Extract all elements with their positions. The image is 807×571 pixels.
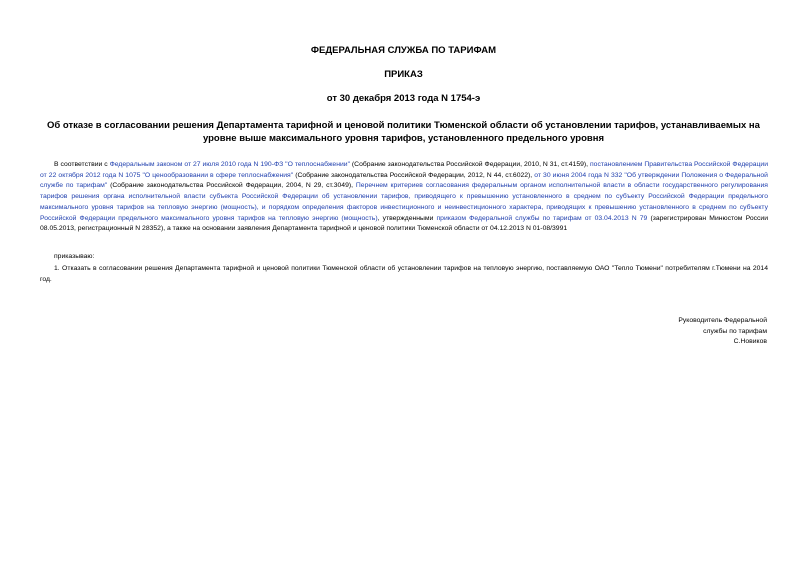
preamble-paragraph — [40, 160, 768, 235]
document-title: Об отказе в согласовании решения Департамента тарифной и ценовой политики Тюменской области об установлении тарифов, устанавливаемых на уровне выше максимального уровня тарифов, установленного предельного уровня — [47, 120, 760, 144]
link-government-decree-1075[interactable]: постановлением Правительства Российской Федерации от 22 октября 2012 года N 1075 "О ценообразовании в сфере теплоснабжения" — [40, 161, 769, 179]
signature-name: С.Новиков — [733, 338, 767, 346]
link-fst-order-79[interactable]: приказом Федеральной службы по тарифам от 03.04.2013 N 79 — [436, 214, 648, 222]
preamble-text: , утвержденными — [377, 214, 437, 222]
preamble-text: В соответствии с — [54, 161, 110, 168]
signature-position: Руководитель Федеральной — [678, 317, 767, 324]
issuing-organization: ФЕДЕРАЛЬНАЯ СЛУЖБА ПО ТАРИФАМ — [310, 45, 497, 56]
link-federal-law-190fz[interactable]: Федеральным законом от 27 июля 2010 года N 190-ФЗ "О теплоснабжении" — [109, 161, 350, 168]
preamble-text: (зарегистрирован Минюстом России 08.05.2013, регистрационный N 28352), а также на основании заявления Департамента тарифной и ценовой политики Тюменской области от 04.12.2013 N 01-08/3991 — [40, 214, 768, 233]
signature-block — [678, 316, 767, 348]
preamble-text: (Собрание законодательства Российской Федерации, 2010, N 31, ст.4159), — [349, 161, 590, 168]
link-criteria-list[interactable]: Перечнем критериев согласования федеральным органом исполнительной власти в области государственного регулирования тарифов решения органа исполнительной власти субъекта Российской Федерации об установлении тарифов, приводящего к превышению установленного в среднем по субъекту Российской Федерации предельного максимального уровня тарифов на тепловую энергию (мощность), и порядком определения факторов инвестиционного и неинвестиционного характера, приводящих к превышению установленного в среднем по субъекту Российской Федерации предельного максимального уровня тарифов на тепловую энергию (мощность) — [40, 182, 768, 222]
order-item-1: 1. Отказать в согласовании решения Департамента тарифной и ценовой политики Тюменской области об установлении тарифов на тепловую энергию, поставляемую ОАО "Тепло Тюмени" потребителям г.Тюмени на 2014 год. — [40, 265, 768, 283]
preamble-text: (Собрание законодательства Российской Федерации, 2004, N 29, ст.3049), — [107, 182, 356, 190]
preamble-text: (Собрание законодательства Российской Федерации, 2012, N 44, ст.6022), — [293, 171, 535, 179]
link-decree-332[interactable]: от 30 июня 2004 года N 332 "Об утверждении Положения о Федеральной службе по тарифам" — [40, 171, 768, 190]
document-type: ПРИКАЗ — [384, 69, 423, 80]
signature-agency: службы по тарифам — [703, 327, 767, 335]
document-date: от 30 декабря 2013 года N 1754-э — [326, 93, 481, 104]
ordered-label: приказываю: — [54, 253, 95, 260]
